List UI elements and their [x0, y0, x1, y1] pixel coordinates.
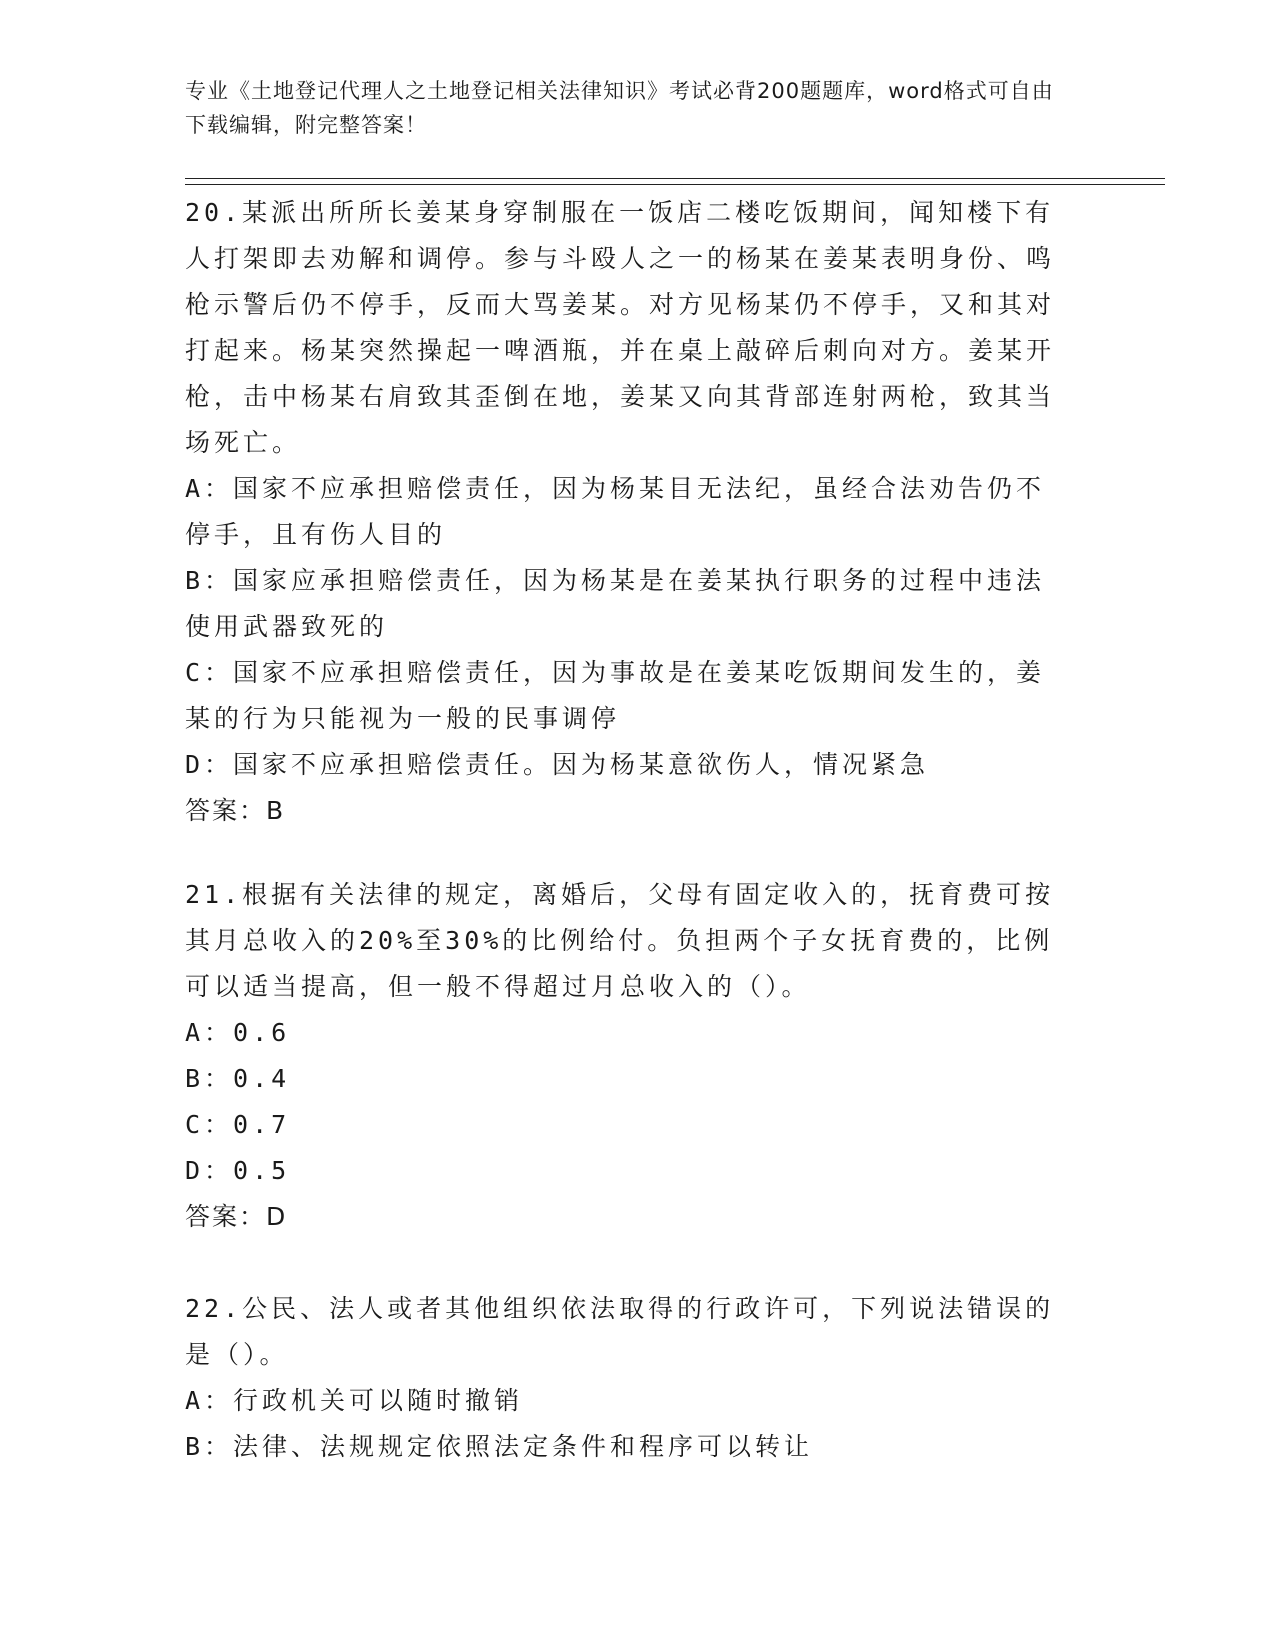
- option-b: B：法律、法规规定依照法定条件和程序可以转让: [185, 1432, 814, 1461]
- header-divider-top: [185, 178, 1165, 179]
- header-divider-bottom: [185, 184, 1165, 185]
- question-22: [185, 1286, 1065, 1470]
- answer: 答案：B: [185, 796, 286, 825]
- question-20: [185, 190, 1065, 834]
- document-header: 专业《土地登记代理人之土地登记相关法律知识》考试必背200题题库，word格式可自由下载编辑，附完整答案！: [185, 79, 1054, 137]
- question-stem: 22.公民、法人或者其他组织依法取得的行政许可，下列说法错误的是（）。: [185, 1294, 1055, 1369]
- question-stem: 20.某派出所所长姜某身穿制服在一饭店二楼吃饭期间，闻知楼下有人打架即去劝解和调停。参与斗殴人之一的杨某在姜某表明身份、鸣枪示警后仍不停手，反而大骂姜某。对方见杨某仍不停手，又和其对打起来。杨某突然操起一啤酒瓶，并在桌上敲碎后刺向对方。姜某开枪，击中杨某右肩致其歪倒在地，姜某又向其背部连射两枪，致其当场死亡。: [185, 198, 1056, 457]
- option-c: C：0.7: [185, 1110, 291, 1139]
- option-d: D：0.5: [185, 1156, 291, 1185]
- option-b: B：0.4: [185, 1064, 291, 1093]
- option-a: A：国家不应承担赔偿责任，因为杨某目无法纪，虽经合法劝告仍不停手，且有伤人目的: [185, 474, 1046, 549]
- option-a: A：行政机关可以随时撤销: [185, 1386, 524, 1415]
- option-b: B：国家应承担赔偿责任，因为杨某是在姜某执行职务的过程中违法使用武器致死的: [185, 566, 1046, 641]
- option-d: D：国家不应承担赔偿责任。因为杨某意欲伤人，情况紧急: [185, 750, 930, 779]
- answer: 答案：D: [185, 1202, 288, 1231]
- option-a: A：0.6: [185, 1018, 291, 1047]
- option-c: C：国家不应承担赔偿责任，因为事故是在姜某吃饭期间发生的，姜某的行为只能视为一般的民事调停: [185, 658, 1046, 733]
- question-stem: 21.根据有关法律的规定，离婚后，父母有固定收入的，抚育费可按其月总收入的20%至30%的比例给付。负担两个子女抚育费的，比例可以适当提高，但一般不得超过月总收入的（）。: [185, 880, 1055, 1001]
- question-21: [185, 872, 1065, 1240]
